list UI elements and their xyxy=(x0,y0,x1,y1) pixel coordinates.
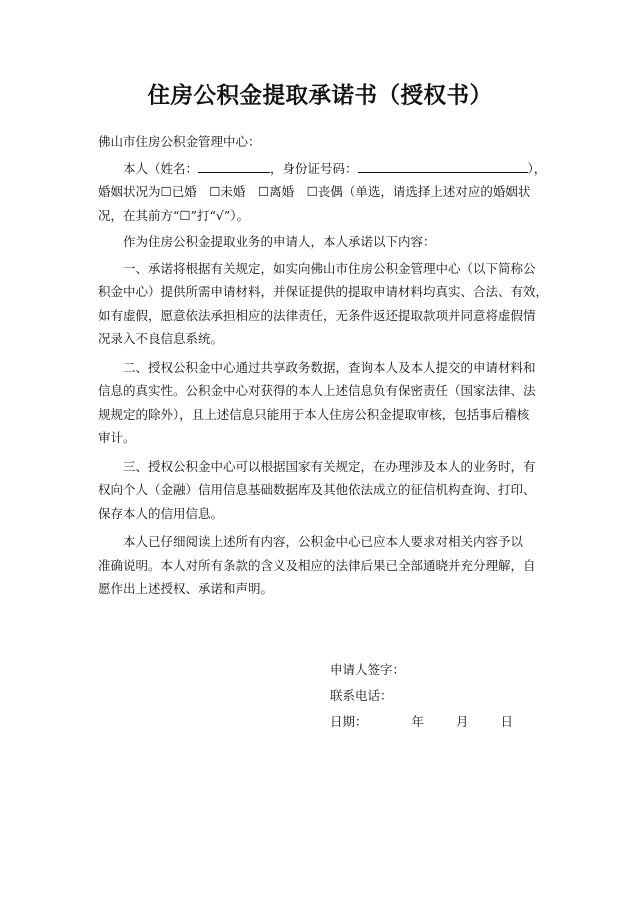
date-month: 月 xyxy=(456,714,469,729)
marital-status-line-2: 况，在其前方“☐”打“√”）。 xyxy=(98,207,249,223)
date-day: 日 xyxy=(500,714,514,729)
closing-line: 愿作出上述授权、承诺和声明。 xyxy=(98,581,274,596)
identity-line xyxy=(98,157,558,181)
clause-2-line: 二、授权公积金中心通过共享政务数据，查询本人及本人提交的申请材料和 xyxy=(123,359,536,375)
name-blank-field[interactable] xyxy=(198,158,270,173)
identity-suffix: ）， xyxy=(527,160,547,176)
applicant-signature: 申请人签字： xyxy=(330,662,406,677)
clause-3-line: 保存本人的信用信息。 xyxy=(98,505,224,521)
contact-phone: 联系电话： xyxy=(330,688,393,703)
document-body xyxy=(98,130,558,601)
clause-2 xyxy=(98,356,558,450)
document-title: 住房公积金提取承诺书（授权书） xyxy=(147,83,493,109)
signature-date xyxy=(330,712,513,730)
date-year: 年 xyxy=(411,714,425,729)
addressee: 佛山市住房公积金管理中心： xyxy=(98,134,261,149)
clause-1-line: 如有虚假，愿意依法承担相应的法律责任，无条件返还提取款项并同意将虚假情 xyxy=(98,307,536,323)
marital-status-line-1: 婚姻状况为☐已婚 ☐未婚 ☐离婚 ☐丧偶（单选，请选择上述对应的婚姻状 xyxy=(98,184,531,199)
id-number-blank-field[interactable] xyxy=(358,158,528,173)
clause-2-line: 规规定的除外），且上述信息只能用于本人住房公积金提取审核，包括事后稽核 xyxy=(98,406,530,422)
identity-mid: ，身份证号码： xyxy=(270,160,358,176)
date-label: 日期： xyxy=(330,714,368,729)
clause-1-line: 一、承诺将根据有关规定，如实向佛山市住房公积金管理中心（以下简称公 xyxy=(123,260,536,276)
closing-line: 本人已仔细阅读上述所有内容，公积金中心已应本人要求对相关内容予以 xyxy=(123,534,524,549)
clause-2-line: 审计。 xyxy=(98,430,136,445)
clause-1 xyxy=(98,257,558,351)
intro-text: 作为住房公积金提取业务的申请人，本人承诺以下内容： xyxy=(123,234,436,249)
closing-statement xyxy=(98,530,558,601)
clause-1-line: 积金中心）提供所需申请材料，并保证提供的提取申请材料均真实、合法、有效， xyxy=(98,284,549,299)
clause-3-line: 权向个人（金融）信用信息基础数据库及其他依法成立的征信机构查询、打印、 xyxy=(98,482,536,497)
clause-3 xyxy=(98,455,558,526)
identity-prefix: 本人（姓名： xyxy=(123,160,199,176)
clause-3-line: 三、授权公积金中心可以根据国家有关规定，在办理涉及本人的业务时，有 xyxy=(123,458,536,474)
closing-line: 准确说明。本人对所有条款的含义及相应的法律后果已全部通晓并充分理解，自 xyxy=(98,557,536,573)
clause-2-line: 信息的真实性。公积金中心对获得的本人上述信息负有保密责任（国家法律、法 xyxy=(98,383,536,398)
clause-1-line: 况录入不良信息系统。 xyxy=(98,331,224,346)
